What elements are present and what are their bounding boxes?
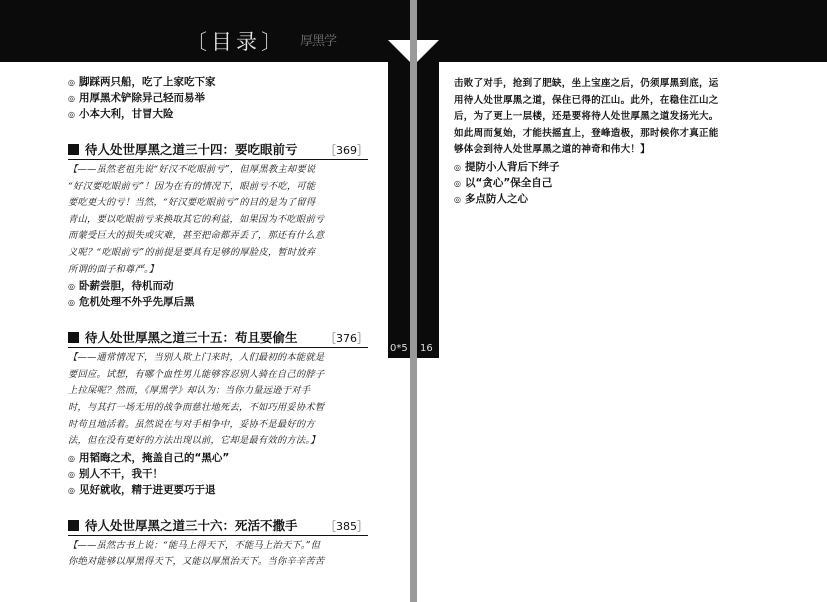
list-item: ◎ 卧薪尝胆，待机而动 bbox=[68, 278, 368, 294]
circle-bullet-icon: ◎ bbox=[454, 162, 461, 172]
circle-bullet-icon: ◎ bbox=[68, 453, 75, 463]
list-item: ◎ 小本大利，甘冒大险 bbox=[68, 106, 368, 122]
list-item: ◎ 以“贪心”保全自己 bbox=[454, 175, 794, 191]
list-item: ◎ 别人不干，我干！ bbox=[68, 466, 368, 482]
circle-bullet-icon: ◎ bbox=[68, 110, 75, 119]
left-page bbox=[0, 0, 410, 602]
section-heading: 待人处世厚黑之道三十四：要吃眼前亏 ［369］ bbox=[68, 140, 368, 160]
list-item: ◎ 提防小人背后下绊子 bbox=[454, 159, 794, 175]
circle-bullet-icon: ◎ bbox=[68, 485, 75, 495]
list-item: ◎ 危机处理不外乎先厚后黑 bbox=[68, 294, 368, 310]
list-item: ◎ 用韬晦之术，掩盖自己的“黑心” bbox=[68, 450, 368, 466]
section-page-ref: ［376］ bbox=[325, 332, 368, 346]
black-square-icon bbox=[68, 520, 79, 531]
section-summary: 【——虽然老祖先说“好汉不吃眼前亏”，但厚黑教主却要说 “好汉要吃眼前亏”！因为在有的情况下，眼前亏不吃，可能 要吃更大的亏！当然，“好汉要吃眼前亏”的目的是为了留得 青山，要以吃眼前亏来换取其它的利益，如果因为不吃眼前亏 而蒙受巨大的损失或灾难，甚至把命都弄丢了，那还有什么意 义呢？“吃眼前亏”的前提是要具有足够的厚脸皮，暂时放弃 所谓的面子和尊严。】 bbox=[68, 164, 325, 275]
circle-bullet-icon: ◎ bbox=[68, 469, 75, 479]
right-page bbox=[417, 0, 827, 602]
circle-bullet-icon: ◎ bbox=[454, 178, 461, 188]
toc-content bbox=[454, 76, 794, 207]
list-item: ◎ 见好就收，精于进更要巧于退 bbox=[68, 482, 368, 498]
top-bullet-list bbox=[68, 74, 368, 122]
page-title: 〔目录〕 bbox=[186, 30, 286, 54]
toc-section bbox=[68, 140, 368, 310]
section-heading: 待人处世厚黑之道三十五：苟且要偷生 ［376］ bbox=[68, 328, 368, 348]
section-summary-continued: 击败了对手，抢到了肥缺，坐上宝座之后，仍须厚黑到底，运 用待人处世厚黑之道，保住已得的江山。此外，在稳住江山之 后，为了更上一层楼，还是要将待人处世厚黑之道发扬光大。 如此周而复始，才能扶摇直上，登峰造极，那时候你才真正能 够体会到待人处世厚黑之道的神奇和伟大！】 bbox=[454, 78, 719, 156]
black-square-icon bbox=[68, 144, 79, 155]
circle-bullet-icon: ◎ bbox=[68, 298, 75, 308]
toc-content bbox=[68, 74, 368, 571]
black-square-icon bbox=[68, 332, 79, 343]
circle-bullet-icon: ◎ bbox=[454, 194, 461, 204]
toc-section bbox=[68, 516, 368, 571]
toc-section bbox=[68, 328, 368, 498]
list-item: ◎ 脚踩两只船，吃了上家吃下家 bbox=[68, 74, 368, 90]
page-number: 0*5 bbox=[390, 343, 408, 354]
circle-bullet-icon: ◎ bbox=[68, 94, 75, 103]
header-band bbox=[417, 0, 827, 62]
section-page-ref: ［385］ bbox=[325, 519, 368, 533]
band-notch bbox=[388, 40, 410, 62]
section-heading: 待人处世厚黑之道三十六：死活不撒手 ［385］ bbox=[68, 516, 368, 536]
edge-band bbox=[388, 62, 410, 358]
list-item: ◎ 用厚黑术铲除异己轻而易举 bbox=[68, 90, 368, 106]
band-notch bbox=[417, 40, 439, 62]
circle-bullet-icon: ◎ bbox=[68, 282, 75, 292]
list-item: ◎ 多点防人之心 bbox=[454, 191, 794, 207]
section-page-ref: ［369］ bbox=[325, 144, 368, 157]
book-gutter bbox=[410, 0, 417, 602]
section-summary: 【——虽然古书上说：“能马上得天下，不能马上治天下。”但 你绝对能够以厚黑得天下，又能以厚黑治天下。当你辛辛苦苦 bbox=[68, 539, 325, 568]
circle-bullet-icon: ◎ bbox=[68, 78, 75, 87]
header-logo: 厚黑学 bbox=[300, 34, 337, 49]
page-number: 16 bbox=[420, 343, 433, 354]
section-summary: 【——通常情况下，当别人欺上门来时，人们最初的本能就是 要回应。试想，有哪个血性男儿能够容忍别人骑在自己的脖子 上拉屎呢？然而，《厚黑学》却认为：当你力量远逊于对手 时，与其打一场无用的战争而慈壮地死去，不如巧用妥协术暂 时苟且地活着。虽然说在与对手相争中，妥协不是最好的方 法，但在没有更好的方法出现以前，它却是最有效的方法。】 bbox=[68, 352, 325, 447]
edge-band bbox=[417, 62, 439, 358]
